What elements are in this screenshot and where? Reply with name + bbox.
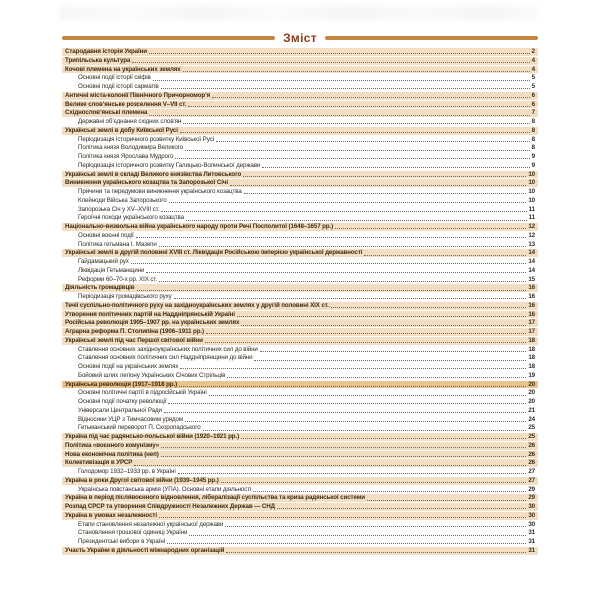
dot-leader-icon — [241, 438, 526, 439]
toc-entry-label: Відносини УЦР з Тимчасовим урядом — [78, 415, 183, 423]
toc-entry-label: Періодизація історичного розвитку Київської Русі — [78, 135, 214, 143]
toc-entry-label: Основні події історії сарматів — [78, 83, 159, 91]
toc-entry-page: 17 — [528, 319, 535, 327]
dot-leader-icon — [206, 333, 526, 334]
toc-entry — [62, 83, 538, 91]
toc-entry-label: Українські землі в складі Великого князівства Литовського — [65, 170, 242, 178]
toc-entry — [62, 346, 538, 354]
toc-title-row — [62, 31, 538, 45]
toc-entry-label: Гетьманський переворот П. Скоропадського — [78, 424, 201, 432]
dot-leader-icon — [183, 71, 530, 72]
toc-entry — [62, 433, 538, 441]
toc-entry-label: Україна під час радянсько-польської війни (1920–1921 рр.) — [65, 433, 240, 441]
toc-entry-label: Українські землі в добу Київської Русі — [65, 126, 178, 134]
dot-leader-icon — [179, 386, 526, 387]
toc-entry — [62, 538, 538, 546]
page-title: Зміст — [283, 31, 317, 45]
toc-entry-label: Політика гетьмана І. Мазепи — [78, 240, 157, 248]
toc-entry — [62, 144, 538, 152]
toc-entry — [62, 381, 538, 389]
dot-leader-icon — [159, 246, 527, 247]
toc-entry-label: Становлення грошової одиниці України — [78, 529, 188, 537]
dot-leader-icon — [131, 263, 527, 264]
toc-entry — [62, 258, 538, 266]
toc-entry-label: Основні політичні партії в підросійській Україні — [78, 389, 207, 397]
toc-entry-label: Участь України в діяльності міжнародних організацій — [65, 546, 225, 554]
toc-entry-label: Клейноди Війська Запорозького — [78, 196, 167, 204]
toc-entry-label: Голодомор 1932–1933 рр. в Україні — [78, 468, 176, 476]
toc-entry-page: 16 — [528, 284, 535, 292]
toc-entry-label: Українські землі під час Першої світової війни — [65, 336, 203, 344]
toc-entry — [62, 197, 538, 205]
toc-entry — [62, 109, 538, 117]
toc-list — [62, 48, 538, 555]
toc-entry-page: 10 — [528, 196, 535, 204]
toc-entry — [62, 354, 538, 362]
toc-entry-label: Українська повстанська армія (УПА). Основні етапи діяльності — [78, 485, 252, 493]
toc-entry-page: 8 — [531, 118, 535, 126]
toc-entry — [62, 529, 538, 537]
toc-entry-label: Трипільська культура — [65, 56, 131, 64]
toc-entry-page: 9 — [531, 153, 535, 161]
toc-entry-page: 2 — [531, 48, 535, 56]
dot-leader-icon — [149, 115, 529, 116]
toc-entry-label: Україна в умовах незалежності — [65, 511, 157, 519]
dot-leader-icon — [212, 97, 529, 98]
toc-entry — [62, 477, 538, 485]
toc-entry-page: 20 — [528, 380, 535, 388]
dot-leader-icon — [226, 552, 526, 553]
toc-entry-label: Політика князя Ярослава Мудрого — [78, 153, 174, 161]
dot-leader-icon — [205, 342, 527, 343]
toc-entry-label: Героїчні походи українського козацтва — [78, 214, 184, 222]
scan-artifact — [60, 6, 540, 20]
toc-entry — [62, 241, 538, 249]
toc-entry-label: Причини та передумови виникнення українського козацтва — [78, 188, 242, 196]
toc-entry-label: Нова економічна політика (неп) — [65, 450, 159, 458]
title-bar-right — [325, 36, 538, 40]
toc-entry — [62, 101, 538, 109]
toc-entry-page: 18 — [528, 345, 535, 353]
dot-leader-icon — [262, 167, 529, 168]
toc-entry-page: 29 — [528, 485, 535, 493]
dot-leader-icon — [364, 255, 526, 256]
dot-leader-icon — [161, 447, 526, 448]
toc-entry-page: 21 — [528, 406, 535, 414]
toc-entry-label: Основні події історії скіфів — [78, 74, 151, 82]
toc-entry-page: 25 — [528, 424, 535, 432]
toc-entry — [62, 118, 538, 126]
toc-entry — [62, 503, 538, 511]
toc-entry — [62, 223, 538, 231]
toc-entry-page: 16 — [528, 310, 535, 318]
toc-entry-label: Українська революція (1917–1918 рр.) — [65, 380, 178, 388]
dot-leader-icon — [174, 298, 527, 299]
toc-entry — [62, 337, 538, 345]
dot-leader-icon — [209, 395, 527, 396]
toc-entry — [62, 302, 538, 310]
toc-entry — [62, 311, 538, 319]
toc-entry-page: 10 — [528, 170, 535, 178]
toc-entry-label: Виникнення українського козацтва та Запорозької Січі — [65, 179, 228, 187]
dot-leader-icon — [225, 526, 526, 527]
toc-entry — [62, 171, 538, 179]
toc-entry — [62, 494, 538, 502]
toc-entry-page: 30 — [528, 503, 535, 511]
toc-entry-label: Періодизація історичного розвитку Галицько-Волинської держави — [78, 161, 261, 169]
toc-entry-page: 8 — [531, 144, 535, 152]
dot-leader-icon — [241, 325, 526, 326]
toc-entry — [62, 398, 538, 406]
toc-entry-page: 18 — [528, 354, 535, 362]
dot-leader-icon — [183, 123, 529, 124]
toc-entry-page: 14 — [528, 249, 535, 257]
toc-entry-page: 30 — [528, 520, 535, 528]
dot-leader-icon — [168, 403, 526, 404]
toc-entry-label: Запорозька Січ у XV–XVIII ст. — [78, 205, 160, 213]
toc-entry-page: 17 — [528, 328, 535, 336]
toc-entry-label: Політика «воєнного комунізму» — [65, 441, 160, 449]
toc-entry — [62, 486, 538, 494]
toc-entry-page: 19 — [528, 371, 535, 379]
toc-entry-label: Ставлення основних політичних сил Наддніпрянщини до війни — [78, 354, 253, 362]
toc-entry — [62, 407, 538, 415]
toc-entry-page: 25 — [528, 433, 535, 441]
toc-entry-page: 4 — [531, 65, 535, 73]
toc-entry — [62, 372, 538, 380]
toc-entry — [62, 424, 538, 432]
toc-entry-label: Національно-визвольна війна українського народу проти Речі Посполитої (1648–1657 рр.) — [65, 223, 334, 231]
toc-entry-label: Античні міста-колонії Північного Причорномор’я — [65, 91, 211, 99]
dot-leader-icon — [185, 150, 530, 151]
toc-entry-page: 5 — [531, 83, 535, 91]
toc-entry-page: 13 — [528, 240, 535, 248]
dot-leader-icon — [159, 281, 526, 282]
dot-leader-icon — [175, 158, 529, 159]
toc-entry-page: 10 — [528, 188, 535, 196]
toc-entry — [62, 468, 538, 476]
dot-leader-icon — [203, 430, 527, 431]
toc-entry — [62, 363, 538, 371]
toc-entry-page: 29 — [528, 494, 535, 502]
toc-entry — [62, 92, 538, 100]
dot-leader-icon — [216, 141, 530, 142]
toc-entry — [62, 48, 538, 56]
toc-entry — [62, 267, 538, 275]
dot-leader-icon — [132, 62, 529, 63]
toc-entry-page: 26 — [528, 459, 535, 467]
toc-entry — [62, 188, 538, 196]
toc-entry — [62, 284, 538, 292]
toc-entry-label: Гайдамацький рух — [78, 258, 129, 266]
toc-entry-page: 26 — [528, 450, 535, 458]
dot-leader-icon — [277, 508, 526, 509]
toc-entry-label: Українські землі в другій половині XVIII ст. Ліквідація Російською імперією української державності — [65, 249, 363, 257]
toc-entry — [62, 547, 538, 555]
dot-leader-icon — [335, 228, 526, 229]
toc-entry-page: 16 — [528, 301, 535, 309]
toc-entry-page: 12 — [528, 231, 535, 239]
toc-entry-label: Східнослов’янські племена — [65, 109, 148, 117]
toc-entry-label: Періодизація громадівського руху — [78, 293, 172, 301]
toc-entry — [62, 214, 538, 222]
toc-entry — [62, 162, 538, 170]
dot-leader-icon — [243, 176, 526, 177]
toc-entry-label: Президентські вибори в Україні — [78, 538, 165, 546]
dot-leader-icon — [244, 193, 527, 194]
toc-entry-page: 27 — [528, 468, 535, 476]
toc-entry — [62, 328, 538, 336]
toc-entry-label: Діяльність громадівців — [65, 284, 135, 292]
toc-entry-page: 30 — [528, 511, 535, 519]
toc-entry — [62, 179, 538, 187]
toc-entry-page: 26 — [528, 441, 535, 449]
dot-leader-icon — [189, 535, 526, 536]
dot-leader-icon — [161, 211, 526, 212]
toc-entry-page: 6 — [531, 91, 535, 99]
toc-entry — [62, 153, 538, 161]
toc-entry-page: 5 — [531, 74, 535, 82]
toc-entry — [62, 442, 538, 450]
toc-entry — [62, 232, 538, 240]
toc-entry-page: 7 — [531, 109, 535, 117]
toc-entry — [62, 66, 538, 74]
toc-entry — [62, 319, 538, 327]
toc-entry-page: 6 — [531, 100, 535, 108]
dot-leader-icon — [161, 88, 530, 89]
toc-entry-label: Основні воєнні події — [78, 231, 134, 239]
dot-leader-icon — [230, 185, 526, 186]
dot-leader-icon — [169, 202, 527, 203]
toc-entry — [62, 206, 538, 214]
toc-entry-label: Універсали Центральної Ради — [78, 406, 162, 414]
toc-entry-label: Ліквідація Гетьманщини — [78, 266, 145, 274]
dot-leader-icon — [188, 106, 529, 107]
toc-entry-page: 20 — [528, 398, 535, 406]
dot-leader-icon — [237, 316, 526, 317]
dot-leader-icon — [167, 543, 526, 544]
toc-entry — [62, 74, 538, 82]
dot-leader-icon — [161, 456, 527, 457]
dot-leader-icon — [178, 473, 527, 474]
toc-entry-page: 15 — [528, 275, 535, 283]
toc-entry-label: Російська революція 1905–1907 рр. на українських землях — [65, 319, 240, 327]
toc-entry — [62, 416, 538, 424]
toc-entry — [62, 389, 538, 397]
toc-entry-page: 14 — [528, 266, 535, 274]
dot-leader-icon — [253, 491, 526, 492]
dot-leader-icon — [186, 220, 527, 221]
toc-entry-page: 18 — [528, 336, 535, 344]
toc-entry-page: 8 — [531, 135, 535, 143]
dot-leader-icon — [134, 465, 526, 466]
toc-entry-page: 10 — [528, 179, 535, 187]
toc-entry-page: 11 — [528, 205, 535, 213]
toc-entry-page: 24 — [528, 415, 535, 423]
toc-entry-page: 31 — [528, 538, 535, 546]
toc-entry-label: Велике слов’янське розселення V–VII ст. — [65, 100, 187, 108]
toc-entry-page: 4 — [531, 56, 535, 64]
toc-entry-page: 9 — [531, 161, 535, 169]
toc-content — [62, 31, 538, 556]
toc-entry-label: Ставлення основних західноукраїнських політичних сил до війни — [78, 345, 258, 353]
toc-entry-label: Україна в період післявоєнного відновлення, лібералізації суспільства та криза радянської системи — [65, 494, 365, 502]
toc-entry-page: 27 — [528, 476, 535, 484]
toc-entry-page: 16 — [528, 293, 535, 301]
toc-entry — [62, 459, 538, 467]
dot-leader-icon — [146, 272, 526, 273]
toc-entry-page: 20 — [528, 389, 535, 397]
toc-entry-page: 31 — [528, 529, 535, 537]
dot-leader-icon — [185, 421, 526, 422]
toc-entry-label: Розпад СРСР та утворення Співдружності Незалежних Держав — СНД — [65, 503, 275, 511]
toc-entry — [62, 521, 538, 529]
dot-leader-icon — [227, 377, 526, 378]
toc-entry-label: Етапи становлення незалежної української держави — [78, 520, 224, 528]
dot-leader-icon — [180, 132, 530, 133]
dot-leader-icon — [149, 53, 530, 54]
toc-entry-label: Кочові племена на українських землях — [65, 65, 181, 73]
toc-entry-page: 31 — [528, 546, 535, 554]
toc-entry — [62, 451, 538, 459]
dot-leader-icon — [260, 351, 527, 352]
toc-entry — [62, 249, 538, 257]
title-bar-left — [62, 36, 275, 40]
toc-entry — [62, 512, 538, 520]
toc-entry-label: Колективізація в УРСР — [65, 459, 133, 467]
toc-entry — [62, 127, 538, 135]
toc-entry-page: 12 — [528, 223, 535, 231]
dot-leader-icon — [136, 237, 527, 238]
toc-entry-label: Політика князя Володимира Великого — [78, 144, 184, 152]
toc-entry — [62, 57, 538, 65]
toc-entry-label: Утворення політичних партій на Наддніпрянській Україні — [65, 310, 235, 318]
toc-entry — [62, 293, 538, 301]
dot-leader-icon — [367, 500, 526, 501]
toc-entry-label: Державні об’єднання східних слов’ян — [78, 118, 182, 126]
dot-leader-icon — [254, 360, 526, 361]
dot-leader-icon — [331, 307, 527, 308]
toc-entry-page: 8 — [531, 126, 535, 134]
dot-leader-icon — [153, 80, 530, 81]
toc-entry-label: Аграрна реформа П. Столипіна (1906–1911 рр.) — [65, 328, 204, 336]
toc-entry-page: 18 — [528, 363, 535, 371]
dot-leader-icon — [221, 482, 527, 483]
toc-entry-label: Реформи 60–70-х рр. XIX ст. — [78, 275, 158, 283]
toc-entry-page: 11 — [528, 214, 535, 222]
toc-entry-page: 14 — [528, 258, 535, 266]
dot-leader-icon — [137, 290, 527, 291]
toc-entry-label: Основні події на українських землях — [78, 363, 179, 371]
dot-leader-icon — [164, 412, 526, 413]
toc-entry-label: Течії суспільно-політичного руху на західноукраїнських землях у другій половині XIX ст. — [65, 301, 329, 309]
toc-entry — [62, 136, 538, 144]
toc-entry — [62, 276, 538, 284]
toc-entry-label: Україна в роки Другої світової війни (1939–1945 рр.) — [65, 476, 219, 484]
dot-leader-icon — [180, 368, 526, 369]
toc-entry-label: Стародавня історія України — [65, 48, 147, 56]
toc-entry-label: Бойовий шлях легіону Українських Січових Стрільців — [78, 371, 226, 379]
dot-leader-icon — [159, 517, 526, 518]
toc-entry-label: Основні події початку революції — [78, 398, 167, 406]
